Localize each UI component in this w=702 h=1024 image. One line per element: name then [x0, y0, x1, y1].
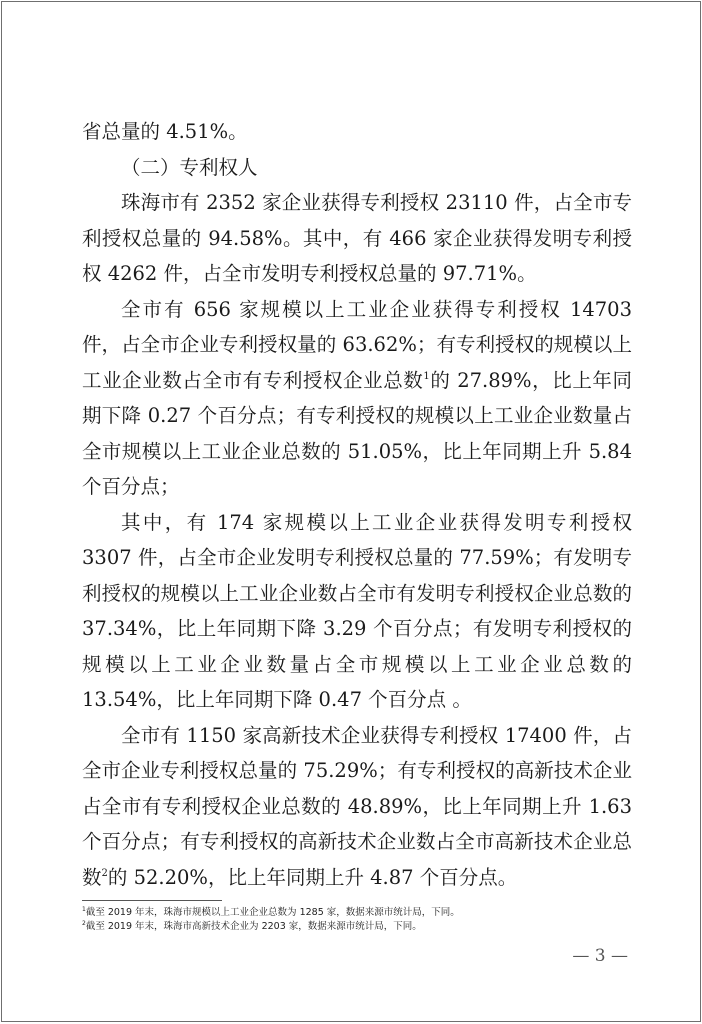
footnotes — [82, 906, 642, 934]
footnote — [82, 906, 642, 920]
paragraph-continuation: 省总量的 4.51%。 — [82, 120, 248, 143]
paragraph-text: 的 52.20%，比上年同期上升 4.87 个百分点。 — [107, 865, 518, 889]
paragraph: 其中，有 174 家规模以上工业企业获得发明专利授权 3307 件，占全市企业发明专利授权总量的 77.59%；有发明专利授权的规模以上工业企业数占全市有发明专利授权企业总数的 37.34%，比上年同期下降 3.29 个百分点；有发明专利授权的规模以上工业企业数量占全市规模以上工业企业总数的 13.54%，比上年同期下降 0.47 个百分点 。 — [82, 510, 632, 711]
footnote-text: 截至 2019 年末，珠海市高新技术企业为 2203 家，数据来源市统计局，下同。 — [85, 921, 422, 932]
paragraph — [82, 718, 632, 896]
paragraph-text: 的 27.89%，比上年同期下降 0.27 个百分点；有专利授权的规模以上工业企业数量占全市规模以上工业企业总数的 51.05%，比上年同期上升 5.84 个百分点； — [82, 368, 632, 498]
document-page — [1, 1, 701, 1022]
footnote-mark: 1 — [82, 906, 86, 913]
page-number: — 3 — — [572, 946, 628, 966]
paragraph-text: 全市有 656 家规模以上工业企业获得专利授权 14703 件，占全市企业专利授权量的 63.62%；有专利授权的规模以上工业企业数占全市有专利授权企业总数 — [82, 297, 632, 392]
footnote-divider — [82, 900, 222, 901]
body-text — [82, 114, 632, 895]
paragraph — [82, 292, 632, 505]
footnote — [82, 920, 642, 934]
footnote-ref-2: 2 — [101, 867, 108, 879]
paragraph-text: 全市有 1150 家高新技术企业获得专利授权 17400 件，占全市企业专利授权总量的 75.29%；有专利授权的高新技术企业占全市有专利授权企业总数的 48.89%，比上年同期上升 1.63 个百分点；有专利授权的高新技术企业数占全市高新技术企业总数 — [82, 723, 632, 889]
footnote-ref-1: 1 — [423, 370, 430, 382]
paragraph: 珠海市有 2352 家企业获得专利授权 23110 件，占全市专利授权总量的 94.58%。其中，有 466 家企业获得发明专利授权 4262 件，占全市发明专利授权总量的 97.71%。 — [82, 191, 632, 285]
footnote-mark: 2 — [82, 920, 86, 927]
footnote-text: 截至 2019 年末，珠海市规模以上工业企业总数为 1285 家，数据来源市统计局，下同。 — [85, 907, 460, 918]
section-heading: （二）专利权人 — [121, 155, 258, 179]
